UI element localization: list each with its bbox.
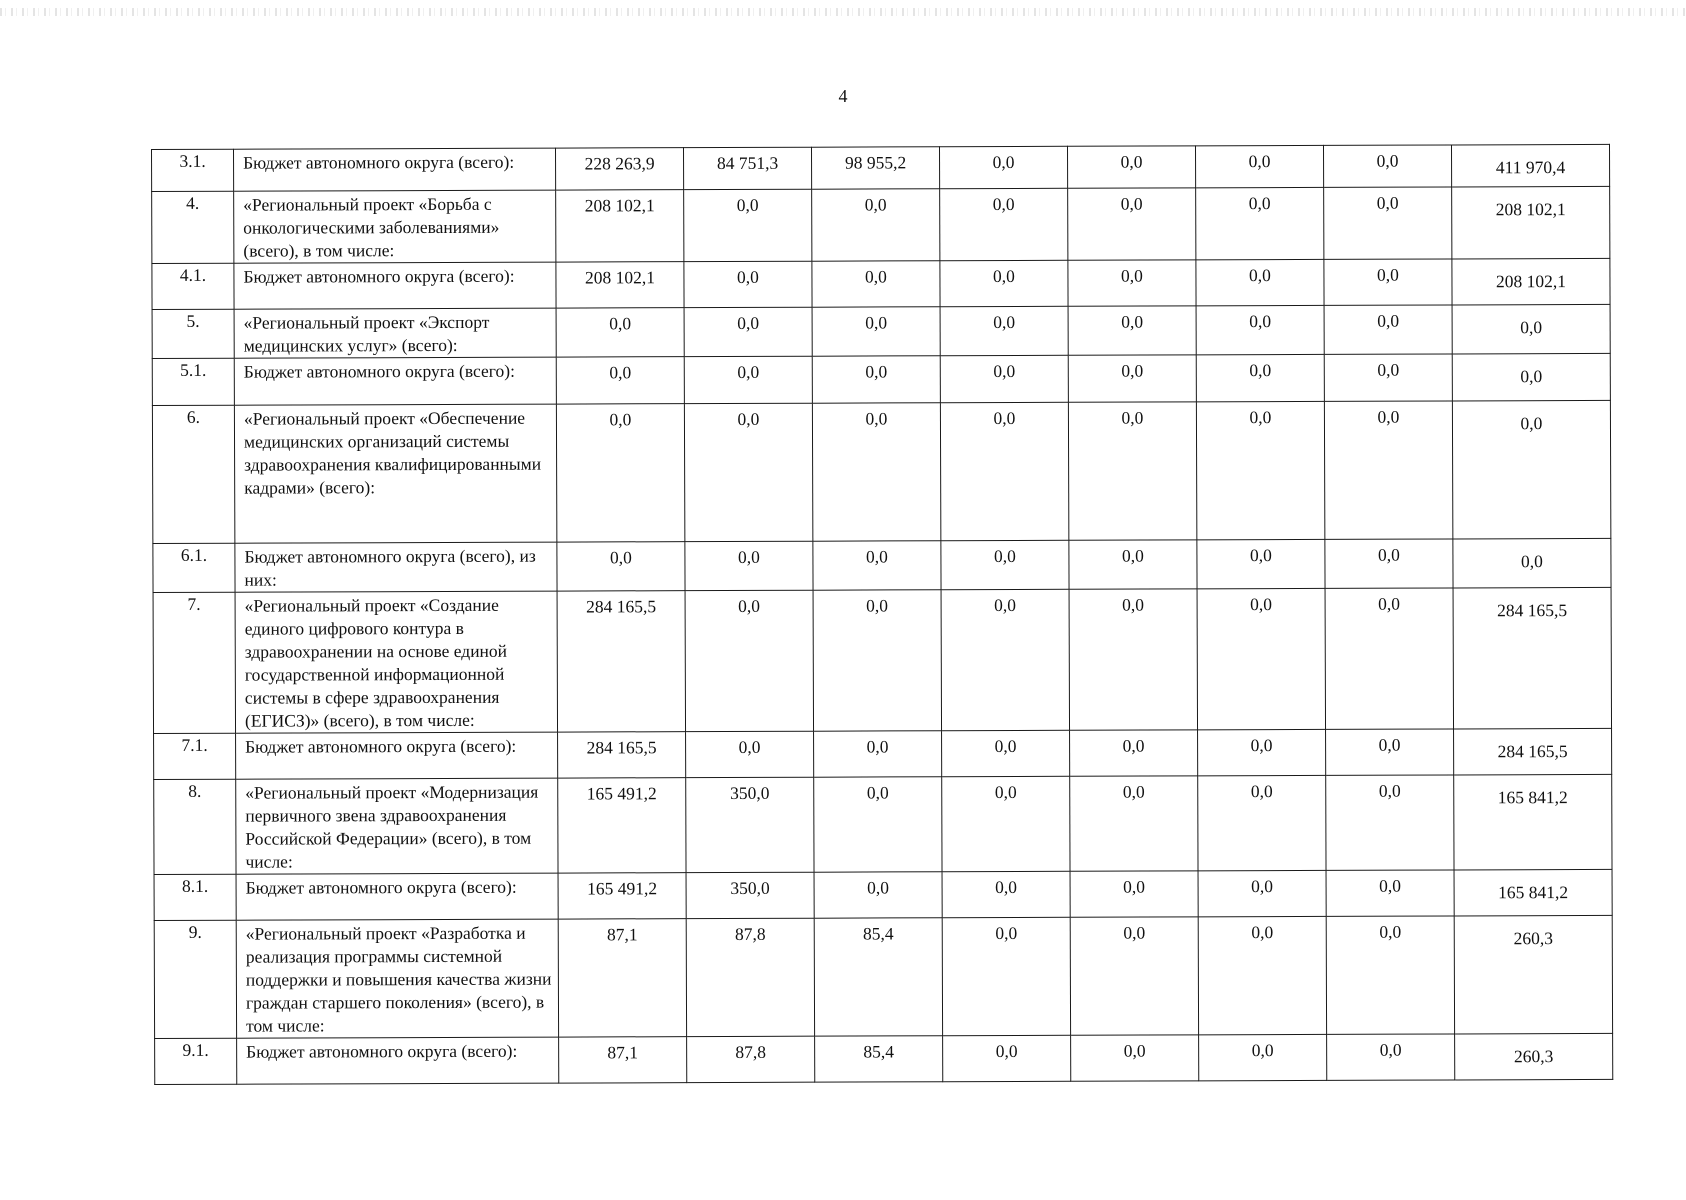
value-cell: 85,4 (814, 918, 942, 1036)
value-cell: 0,0 (1325, 539, 1453, 588)
value-cell: 0,0 (1195, 145, 1323, 187)
total-cell: 260,3 (1454, 915, 1612, 1034)
value-cell: 0,0 (942, 917, 1070, 1035)
value-cell: 0,0 (556, 357, 684, 404)
value-cell: 208 102,1 (556, 190, 684, 262)
value-cell: 0,0 (941, 540, 1069, 589)
row-number: 8. (154, 779, 236, 874)
total-cell: 260,3 (1455, 1033, 1613, 1080)
value-cell: 0,0 (1196, 401, 1324, 539)
value-cell: 0,0 (1325, 588, 1453, 729)
total-cell: 208 102,1 (1452, 258, 1610, 305)
value-cell: 0,0 (943, 1035, 1071, 1081)
value-cell: 0,0 (1326, 916, 1454, 1034)
table-row (154, 915, 1612, 1038)
value-cell: 0,0 (1070, 917, 1198, 1035)
value-cell: 0,0 (556, 308, 684, 357)
total-cell: 284 165,5 (1453, 587, 1611, 729)
row-name: «Региональный проект «Создание единого цифрового контура в здравоохранении на основе единой государственной информационной системы в сфере здравоохранения (ЕГИСЗ)» (всего), в том числе: (235, 591, 557, 733)
value-cell: 165 491,2 (558, 778, 686, 873)
row-name: Бюджет автономного округа (всего): (234, 148, 556, 191)
value-cell: 0,0 (1196, 354, 1324, 401)
value-cell: 0,0 (1324, 305, 1452, 354)
budget-table-body (152, 144, 1613, 1084)
value-cell: 0,0 (941, 589, 1069, 730)
value-cell: 0,0 (1067, 146, 1195, 188)
row-name: «Региональный проект «Борьба с онкологическими заболеваниями» (всего), в том числе: (234, 190, 556, 263)
row-name: Бюджет автономного округа (всего): (236, 732, 558, 779)
table-row (153, 587, 1611, 733)
value-cell: 0,0 (685, 541, 813, 590)
row-name: «Региональный проект «Обеспечение медицинских организаций системы здравоохранения квалифицированными кадрами» (всего): (234, 404, 556, 543)
table-row (154, 869, 1612, 920)
value-cell: 0,0 (686, 731, 814, 777)
row-number: 9.1. (155, 1038, 237, 1084)
value-cell: 0,0 (1069, 540, 1197, 589)
value-cell: 0,0 (1070, 871, 1198, 917)
value-cell: 0,0 (812, 356, 940, 403)
value-cell: 0,0 (556, 404, 684, 542)
row-number: 7. (153, 592, 235, 733)
value-cell: 87,8 (686, 918, 814, 1036)
value-cell: 0,0 (685, 590, 813, 731)
value-cell: 87,8 (687, 1036, 815, 1082)
value-cell: 0,0 (812, 307, 940, 356)
value-cell: 0,0 (940, 188, 1068, 260)
value-cell: 0,0 (1198, 729, 1326, 775)
value-cell: 0,0 (1199, 1034, 1327, 1080)
total-cell: 165 841,2 (1454, 869, 1612, 916)
value-cell: 0,0 (1198, 775, 1326, 870)
table-row (152, 400, 1610, 543)
value-cell: 87,1 (559, 1037, 687, 1083)
row-number: 5.1. (152, 358, 234, 405)
value-cell: 0,0 (1196, 305, 1324, 354)
value-cell: 0,0 (1196, 259, 1324, 305)
value-cell: 0,0 (1323, 145, 1451, 187)
value-cell: 0,0 (1070, 776, 1198, 871)
value-cell: 0,0 (814, 872, 942, 918)
value-cell: 0,0 (1324, 354, 1452, 401)
value-cell: 0,0 (1326, 729, 1454, 775)
table-row (152, 258, 1610, 309)
value-cell: 0,0 (940, 306, 1068, 355)
total-cell: 0,0 (1452, 400, 1610, 539)
value-cell: 0,0 (684, 403, 812, 541)
row-name: «Региональный проект «Модернизация первичного звена здравоохранения Российской Федерации» (всего), в том числе: (236, 778, 558, 874)
total-cell: 284 165,5 (1454, 728, 1612, 775)
value-cell: 98 955,2 (811, 147, 939, 189)
value-cell: 0,0 (1324, 401, 1452, 539)
value-cell: 0,0 (1198, 870, 1326, 916)
table-row (155, 1033, 1613, 1084)
value-cell: 350,0 (686, 872, 814, 918)
row-number: 4. (152, 191, 234, 263)
value-cell: 84 751,3 (683, 147, 811, 189)
budget-table (151, 144, 1613, 1085)
table-row (152, 144, 1610, 191)
value-cell: 0,0 (684, 189, 812, 261)
value-cell: 0,0 (684, 356, 812, 403)
value-cell: 228 263,9 (555, 148, 683, 190)
value-cell: 0,0 (942, 730, 1070, 776)
value-cell: 0,0 (1324, 187, 1452, 259)
row-name: «Региональный проект «Экспорт медицинских услуг» (всего): (234, 308, 556, 358)
value-cell: 0,0 (942, 776, 1070, 871)
row-number: 6. (152, 405, 234, 543)
page-number: 4 (838, 86, 848, 106)
value-cell: 0,0 (684, 261, 812, 307)
row-number: 9. (154, 920, 236, 1038)
value-cell: 0,0 (813, 541, 941, 590)
value-cell: 0,0 (940, 355, 1068, 402)
total-cell: 0,0 (1453, 538, 1611, 588)
value-cell: 0,0 (1324, 259, 1452, 305)
value-cell: 0,0 (812, 189, 940, 261)
value-cell: 0,0 (1327, 1034, 1455, 1080)
total-cell: 208 102,1 (1452, 186, 1610, 259)
row-number: 8.1. (154, 874, 236, 920)
table-row (153, 538, 1611, 592)
value-cell: 0,0 (1068, 260, 1196, 306)
value-cell: 0,0 (1070, 730, 1198, 776)
total-cell: 0,0 (1452, 353, 1610, 401)
value-cell: 284 165,5 (557, 591, 685, 732)
value-cell: 208 102,1 (556, 262, 684, 308)
table-row (152, 304, 1610, 358)
value-cell: 0,0 (1071, 1035, 1199, 1081)
row-number: 3.1. (152, 149, 234, 191)
table-row (152, 353, 1610, 405)
table-row (154, 774, 1612, 874)
value-cell: 0,0 (1069, 589, 1197, 730)
row-name: Бюджет автономного округа (всего): (234, 262, 556, 309)
value-cell: 0,0 (814, 731, 942, 777)
total-cell: 411 970,4 (1451, 144, 1609, 187)
value-cell: 0,0 (812, 261, 940, 307)
value-cell: 0,0 (1326, 870, 1454, 916)
value-cell: 284 165,5 (558, 732, 686, 778)
row-number: 5. (152, 309, 234, 358)
value-cell: 0,0 (940, 260, 1068, 306)
value-cell: 0,0 (939, 146, 1067, 188)
table-row (154, 728, 1612, 779)
row-number: 6.1. (153, 543, 235, 592)
value-cell: 0,0 (1326, 775, 1454, 870)
value-cell: 0,0 (1068, 188, 1196, 260)
value-cell: 0,0 (814, 777, 942, 872)
value-cell: 0,0 (812, 403, 940, 541)
row-name: Бюджет автономного округа (всего): (234, 357, 556, 405)
value-cell: 165 491,2 (558, 873, 686, 919)
value-cell: 0,0 (942, 871, 1070, 917)
row-name: «Региональный проект «Разработка и реализация программы системной поддержки и повышения качества жизни граждан старшего поколения» (всего), в том числе: (236, 919, 558, 1038)
value-cell: 0,0 (1068, 355, 1196, 402)
row-name: Бюджет автономного округа (всего), из них: (235, 542, 557, 592)
value-cell: 350,0 (686, 777, 814, 872)
value-cell: 0,0 (1068, 306, 1196, 355)
value-cell: 0,0 (1197, 588, 1325, 729)
value-cell: 0,0 (1198, 916, 1326, 1034)
row-name: Бюджет автономного округа (всего): (236, 873, 558, 920)
total-cell: 165 841,2 (1454, 774, 1612, 870)
value-cell: 0,0 (557, 542, 685, 591)
value-cell: 0,0 (813, 590, 941, 731)
table-row (152, 186, 1610, 263)
scan-noise-edge (0, 8, 1686, 16)
value-cell: 0,0 (1068, 402, 1196, 540)
value-cell: 0,0 (1197, 539, 1325, 588)
value-cell: 85,4 (815, 1036, 943, 1082)
value-cell: 0,0 (1196, 187, 1324, 259)
row-number: 4.1. (152, 263, 234, 309)
value-cell: 0,0 (684, 307, 812, 356)
row-number: 7.1. (154, 733, 236, 779)
value-cell: 0,0 (940, 402, 1068, 540)
value-cell: 87,1 (558, 919, 686, 1037)
total-cell: 0,0 (1452, 304, 1610, 354)
row-name: Бюджет автономного округа (всего): (237, 1037, 559, 1084)
